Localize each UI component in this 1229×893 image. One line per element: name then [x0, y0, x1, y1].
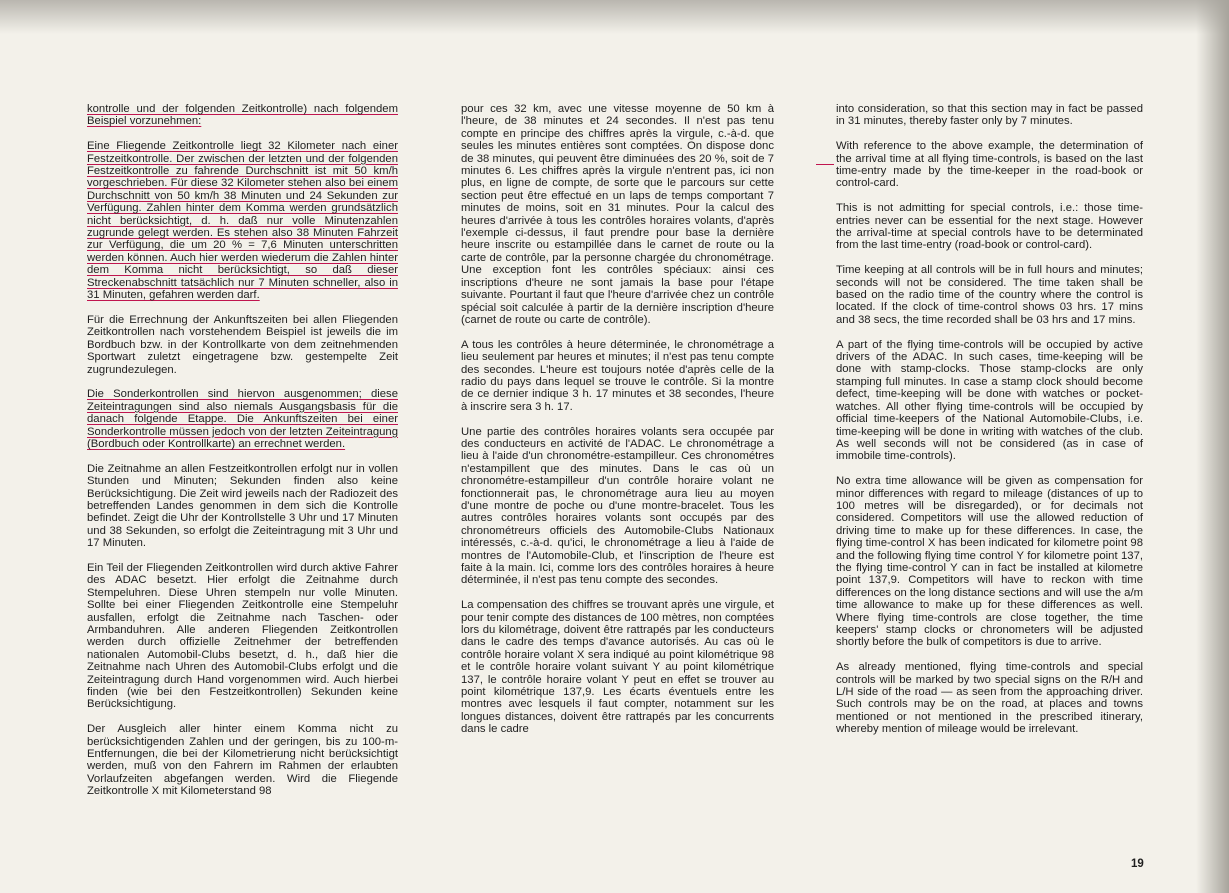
- paragraph-en-6: No extra time allowance will be given as compensation for minor differences with regard to mileage (distances of up to 100 metres will be disregarded), or for decimals not considered. Competitors will use the allowed reduction of driving time to make up for these differences. In case, the flying time-control X has been indicated for kilometre point 98 and the following flying time control Y for kilometre point 137, the flying time-control Y can in fact be installed at kilometre point 137,9. Competitors will have to reckon with time differences on the long distance sections and will use the a/m time allowance to make up for these differences as well. Where flying time-controls are close together, the time keepers' stamp clocks or chronometers will be adjusted shortly before the bulk of competitors is due to arrive.: [836, 475, 1143, 649]
- paragraph-fr-4: La compensation des chiffres se trouvant après une virgule, et pour tenir compte des distances de 100 mètres, non comptées lors du kilométrage, doivent être rattrapés par les conducteurs dans le cadre des temps d'avance autorisés. Au cas où le contrôle horaire volant X sera indiqué au point kilométrique 98 et le contrôle horaire volant suivant Y au point kilométrique 137, le contrôle horaire volant Y peut en effet se trouver au point kilométrique 137,9. Les écarts éventuels entre les montres avec lesquels il faut compter, notamment sur les longues distances, doivent être rattrapés par les concurrents dans le cadre: [461, 599, 774, 736]
- paragraph-text: Eine Fliegende Zeitkontrolle liegt 32 Kilometer nach einer Festzeitkontrolle. Der zwischen der letzten und der folgenden Festzeitkontrolle zu fahrende Durchschnitt ist mit 50 km/h vorgeschrieben. Für diese 32 Kilometer stehen also bei einem Durchschnitt von 50 km/h 38 Minuten und 24 Sekunden zur Verfügung. Zahlen hinter dem Komma werden grundsätzlich nicht berücksichtigt, d. h. daß nur volle Minutenzahlen zugrunde gelegt werden. Es stehen also 38 Minuten Fahrzeit zur Verfügung, die um 20 % = 7,6 Minuten unterschritten werden können. Auch hier werden wiederum die Zahlen hinter dem Komma nicht berücksichtigt, so daß dieser Streckenabschnitt tatsächlich nur 7 Minuten schneller, also in 31 Minuten, gefahren werden darf.: [87, 140, 398, 302]
- paragraph-en-7: As already mentioned, flying time-controls and special controls will be marked by two special signs on the R/H and L/H side of the road — as seen from the approaching driver. Such controls may be on the road, at places and towns mentioned or not mentioned in the prescribed itinerary, whereby mention of mileage would be irrelevant.: [836, 661, 1143, 736]
- paragraph-fr-2: A tous les contrôles à heure déterminée, le chronométrage a lieu seulement par heures et minutes; il n'est pas tenu compte des secondes. L'heure est toujours notée d'après celle de la radio du pays dans lequel se trouve le contrôle. Si la montre de ce dernier indique 3 h. 17 minutes et 38 secondes, l'heure à inscrire sera 3 h. 17.: [461, 338, 774, 413]
- paragraph-de-1: [87, 103, 398, 128]
- paragraph-de-5: Die Zeitnahme an allen Festzeitkontrollen erfolgt nur in vollen Stunden und Minuten; Sekunden finden also keine Berücksichtigung. Die Zeit wird jeweils nach der Radiozeit des betreffenden Landes genommen in dem sich die Kontrolle befindet. Zeigt die Uhr der Kontrollstelle 3 Uhr und 17 Minuten und 38 Sekunden, so erfolgt die Zeiteintragung mit 3 Uhr und 17 Minuten.: [87, 462, 398, 550]
- paragraph-fr-1: pour ces 32 km, avec une vitesse moyenne de 50 km à l'heure, de 38 minutes et 24 secondes. Il n'est pas tenu compte en principe des chiffres après la virgule, c.-à-d. que seules les minutes entières sont comptées. On dispose donc de 38 minutes, qui peuvent être diminuées des 20 %, soit de 7 minutes 6. Les chiffres après la virgule n'entrent pas, ici non plus, en ligne de compte, de sorte que le parcours sur cette section peut être effectué en un laps de temps comportant 7 minutes de moins, soit en 31 minutes. Pour la calcul des heures d'arrivée à tous les contrôles horaires volants, d'après l'exemple ci-dessus, il faut prendre pour base la dernière heure inscrite ou estampillée dans le carnet de route ou la carte de contrôle, par la personne chargée du chronométrage. Une exception font les contrôles spéciaux: ainsi ces inscriptions d'heure ne sont jamais la base pour l'étape suivante. Pourtant il faut que l'heure d'arrivée chez un contrôle spécial soit calculée à partir de la dernière inscription d'heure (carnet de route ou carte de contrôle).: [461, 103, 774, 326]
- column-french: [461, 103, 774, 748]
- paragraph-de-2: [87, 140, 398, 301]
- binding-spine: [1196, 0, 1229, 893]
- paragraph-text: kontrolle und der folgenden Zeitkontrolle) nach folgendem Beispiel vorzunehmen:: [87, 103, 398, 128]
- paragraph-text: Die Sonderkontrollen sind hiervon ausgenommen; diese Zeiteintragungen sind also niemals Ausgangsbasis für die danach folgende Etappe. Die Ankunftszeiten bei einer Sonderkontrolle müssen jedoch von der letzten Zeiteintragung (Bordbuch oder Kontrollkarte) an errechnet werden.: [87, 388, 398, 450]
- column-english: [836, 103, 1143, 748]
- paragraph-en-5: A part of the flying time-controls will be occupied by active drivers of the ADAC. In such cases, time-keeping will be done with stamp-clocks. Those stamp-clocks are only stamping full minutes. In case a stamp clock should become defect, time-keeping will be done with watches or pocket-watches. All other flying time-controls will be occupied by official time-keepers of the National Automobile-Clubs, i.e. time-keeping will be done in writing with watches of the club. As well seconds will not be considered (as in case of immobile time-controls).: [836, 338, 1143, 463]
- paragraph-de-7: Der Ausgleich aller hinter einem Komma nicht zu berücksichtigenden Zahlen und der geringen, bis zu 100-m-Entfernungen, die bei der Kilometrierung nicht berücksichtigt werden, muß von den Fahrern im Rahmen der erlaubten Vorlaufzeiten abgefangen werden. Wird die Fliegende Zeitkontrolle X mit Kilometerstand 98: [87, 723, 398, 798]
- paragraph-de-6: Ein Teil der Fliegenden Zeitkontrollen wird durch aktive Fahrer des ADAC besetzt. Hier erfolgt die Zeitnahme durch Stempeluhren. Diese Uhren stempeln nur volle Minuten. Sollte bei einer Fliegenden Zeitkontrolle eine Stempeluhr ausfallen, erfolgt die Zeitnahme nach Taschen- oder Armbanduhren. Alle anderen Fliegenden Zeitkontrollen werden durch offizielle Zeitnehmer der betreffenden nationalen Automobil-Clubs besetzt, d. h., daß hier die Zeitnahme nach Uhren des Automobil-Clubs erfolgt und die Zeiteintragung durch Hand vorgenommen wird. Auch hierbei finden (wie bei den Festzeitkontrollen) Sekunden keine Berücksichtigung.: [87, 561, 398, 711]
- column-german: [87, 103, 398, 810]
- paragraph-de-3: Für die Errechnung der Ankunftszeiten bei allen Fliegenden Zeitkontrollen nach vorstehendem Beispiel ist jeweils die im Bordbuch bzw. in der Kontrollkarte von dem zeitnehmenden Sportwart zuletzt eingetragene bzw. gestempelte Zeit zugrundezulegen.: [87, 313, 398, 376]
- paragraph-en-4: Time keeping at all controls will be in full hours and minutes; seconds will not be considered. The time taken shall be based on the radio time of the country where the control is located. If the clock of time-control shows 03 hrs. 17 mins and 38 secs, the time recorded shall be 03 hrs and 17 mins.: [836, 264, 1143, 326]
- margin-mark: [816, 164, 834, 165]
- paragraph-en-1: into consideration, so that this section may in fact be passed in 31 minutes, thereby faster only by 7 minutes.: [836, 103, 1143, 128]
- page-number: 19: [1131, 858, 1144, 870]
- paragraph-en-3: This is not admitting for special controls, i.e.: those time-entries never can be essential for the next stage. However the arrival-time at special controls have to be determinated from the last time-entry (road-book or control-card).: [836, 202, 1143, 252]
- paragraph-fr-3: Une partie des contrôles horaires volants sera occupée par des conducteurs en activité de l'ADAC. Le chronométrage a lieu à l'aide d'un chronométre-estampilleur. Ces chronométres n'estampillent que des minutes. Dans le cas où un chronométre-estampilleur d'un contrôle horaire volant ne fonctionnerait pas, le chronométrage aura lieu au moyen d'une montre de poche ou d'une montre-bracelet. Tous les autres contrôles horaires volants sont occupés par des chronométreurs officiels des Automobile-Clubs Nationaux intéressés, c.-à-d. qu'ici, le chronométrage a lieu à l'aide de montres de l'Automobile-Club, et l'inscription de l'heure est faite à la main. Ici, comme lors des contrôles horaires à heure déterminée, il n'est pas tenu compte des secondes.: [461, 425, 774, 587]
- paragraph-en-2: With reference to the above example, the determination of the arrival time at all flying time-controls, is based on the last time-entry made by the time-keeper in the road-book or control-card.: [836, 140, 1143, 190]
- page-shadow: [0, 0, 1229, 34]
- paragraph-de-4: [87, 388, 398, 450]
